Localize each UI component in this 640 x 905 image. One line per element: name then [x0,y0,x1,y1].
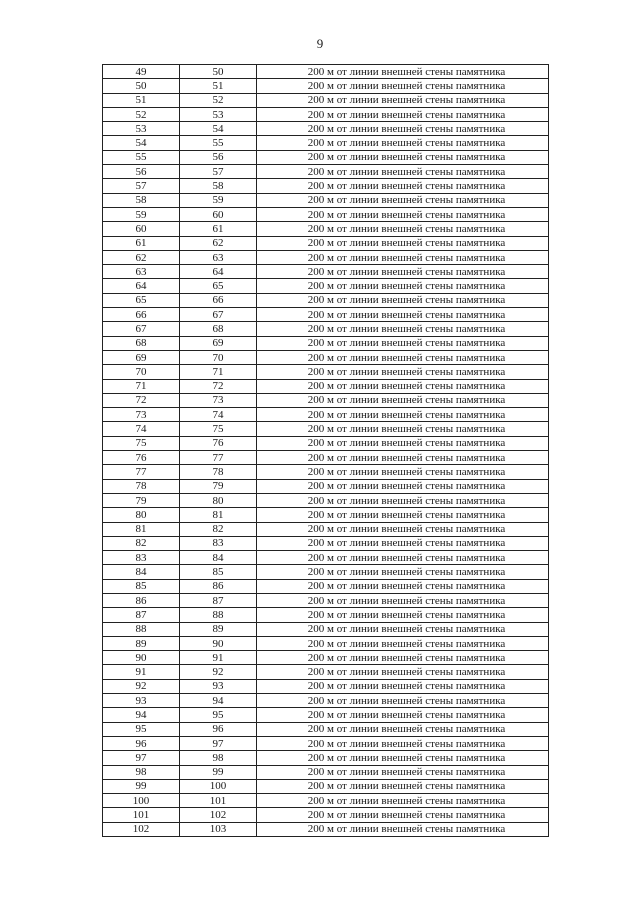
from-point-cell: 99 [103,779,180,793]
description-cell: 200 м от линии внешней стены памятника [257,536,549,550]
from-point-cell: 50 [103,79,180,93]
from-point-cell: 56 [103,165,180,179]
to-point-cell: 60 [180,207,257,221]
to-point-cell: 50 [180,65,257,79]
to-point-cell: 66 [180,293,257,307]
from-point-cell: 55 [103,150,180,164]
description-cell: 200 м от линии внешней стены памятника [257,236,549,250]
description-cell: 200 м от линии внешней стены памятника [257,107,549,121]
from-point-cell: 80 [103,508,180,522]
table-row [103,250,549,264]
table-row [103,193,549,207]
table-row [103,379,549,393]
table-row [103,436,549,450]
to-point-cell: 94 [180,694,257,708]
table-row [103,479,549,493]
to-point-cell: 68 [180,322,257,336]
description-cell: 200 м от линии внешней стены памятника [257,408,549,422]
from-point-cell: 78 [103,479,180,493]
to-point-cell: 63 [180,250,257,264]
from-point-cell: 82 [103,536,180,550]
to-point-cell: 79 [180,479,257,493]
table-row [103,293,549,307]
description-cell: 200 м от линии внешней стены памятника [257,322,549,336]
to-point-cell: 70 [180,350,257,364]
to-point-cell: 73 [180,393,257,407]
table-row [103,508,549,522]
to-point-cell: 86 [180,579,257,593]
table-row [103,765,549,779]
table-row [103,694,549,708]
from-point-cell: 86 [103,593,180,607]
from-point-cell: 100 [103,794,180,808]
from-point-cell: 84 [103,565,180,579]
table-row [103,322,549,336]
description-cell: 200 м от линии внешней стены памятника [257,465,549,479]
table-row [103,593,549,607]
to-point-cell: 99 [180,765,257,779]
from-point-cell: 51 [103,93,180,107]
to-point-cell: 89 [180,622,257,636]
table-row [103,708,549,722]
to-point-cell: 88 [180,608,257,622]
description-cell: 200 м от линии внешней стены памятника [257,122,549,136]
description-cell: 200 м от линии внешней стены памятника [257,165,549,179]
from-point-cell: 101 [103,808,180,822]
table-row [103,751,549,765]
from-point-cell: 87 [103,608,180,622]
from-point-cell: 64 [103,279,180,293]
from-point-cell: 74 [103,422,180,436]
to-point-cell: 91 [180,651,257,665]
description-cell: 200 м от линии внешней стены памятника [257,722,549,736]
table-row [103,665,549,679]
description-cell: 200 м от линии внешней стены памятника [257,179,549,193]
from-point-cell: 60 [103,222,180,236]
from-point-cell: 65 [103,293,180,307]
description-cell: 200 м от линии внешней стены памятника [257,336,549,350]
table-row [103,579,549,593]
to-point-cell: 72 [180,379,257,393]
description-cell: 200 м от линии внешней стены памятника [257,622,549,636]
description-cell: 200 м от линии внешней стены памятника [257,665,549,679]
table-row [103,308,549,322]
to-point-cell: 62 [180,236,257,250]
description-cell: 200 м от линии внешней стены памятника [257,93,549,107]
description-cell: 200 м от линии внешней стены памятника [257,451,549,465]
description-cell: 200 м от линии внешней стены памятника [257,779,549,793]
from-point-cell: 61 [103,236,180,250]
table-row [103,279,549,293]
from-point-cell: 52 [103,107,180,121]
description-cell: 200 м от линии внешней стены памятника [257,822,549,836]
table-row [103,107,549,121]
description-cell: 200 м от линии внешней стены памятника [257,636,549,650]
to-point-cell: 67 [180,308,257,322]
description-cell: 200 м от линии внешней стены памятника [257,293,549,307]
to-point-cell: 82 [180,522,257,536]
description-cell: 200 м от линии внешней стены памятника [257,794,549,808]
from-point-cell: 49 [103,65,180,79]
from-point-cell: 53 [103,122,180,136]
table-row [103,636,549,650]
table-row [103,393,549,407]
description-cell: 200 м от линии внешней стены памятника [257,365,549,379]
description-cell: 200 м от линии внешней стены памятника [257,222,549,236]
description-cell: 200 м от линии внешней стены памятника [257,265,549,279]
to-point-cell: 84 [180,551,257,565]
to-point-cell: 65 [180,279,257,293]
to-point-cell: 93 [180,679,257,693]
from-point-cell: 54 [103,136,180,150]
to-point-cell: 97 [180,736,257,750]
to-point-cell: 61 [180,222,257,236]
from-point-cell: 93 [103,694,180,708]
description-cell: 200 м от линии внешней стены памятника [257,522,549,536]
table-row [103,608,549,622]
description-cell: 200 м от линии внешней стены памятника [257,579,549,593]
boundary-points-table [102,64,549,837]
table-row [103,365,549,379]
table-row [103,350,549,364]
to-point-cell: 90 [180,636,257,650]
from-point-cell: 77 [103,465,180,479]
from-point-cell: 83 [103,551,180,565]
from-point-cell: 70 [103,365,180,379]
table-row [103,265,549,279]
from-point-cell: 92 [103,679,180,693]
table-row [103,679,549,693]
to-point-cell: 74 [180,408,257,422]
from-point-cell: 95 [103,722,180,736]
description-cell: 200 м от линии внешней стены памятника [257,436,549,450]
description-cell: 200 м от линии внешней стены памятника [257,508,549,522]
table-row [103,465,549,479]
to-point-cell: 92 [180,665,257,679]
description-cell: 200 м от линии внешней стены памятника [257,651,549,665]
to-point-cell: 100 [180,779,257,793]
table-row [103,551,549,565]
from-point-cell: 94 [103,708,180,722]
description-cell: 200 м от линии внешней стены памятника [257,565,549,579]
description-cell: 200 м от линии внешней стены памятника [257,308,549,322]
table-row [103,722,549,736]
to-point-cell: 87 [180,593,257,607]
description-cell: 200 м от линии внешней стены памятника [257,422,549,436]
from-point-cell: 96 [103,736,180,750]
description-cell: 200 м от линии внешней стены памятника [257,207,549,221]
from-point-cell: 88 [103,622,180,636]
table-row [103,536,549,550]
table-row [103,651,549,665]
to-point-cell: 53 [180,107,257,121]
to-point-cell: 85 [180,565,257,579]
description-cell: 200 м от линии внешней стены памятника [257,751,549,765]
to-point-cell: 78 [180,465,257,479]
table-row [103,422,549,436]
from-point-cell: 73 [103,408,180,422]
from-point-cell: 89 [103,636,180,650]
to-point-cell: 98 [180,751,257,765]
table-row [103,222,549,236]
to-point-cell: 54 [180,122,257,136]
to-point-cell: 55 [180,136,257,150]
description-cell: 200 м от линии внешней стены памятника [257,136,549,150]
description-cell: 200 м от линии внешней стены памятника [257,250,549,264]
to-point-cell: 75 [180,422,257,436]
table-row [103,408,549,422]
table-row [103,79,549,93]
description-cell: 200 м от линии внешней стены памятника [257,493,549,507]
to-point-cell: 80 [180,493,257,507]
table-row [103,236,549,250]
from-point-cell: 62 [103,250,180,264]
from-point-cell: 58 [103,193,180,207]
table-row [103,779,549,793]
from-point-cell: 71 [103,379,180,393]
table-row [103,122,549,136]
table-row [103,794,549,808]
description-cell: 200 м от линии внешней стены памятника [257,379,549,393]
from-point-cell: 79 [103,493,180,507]
description-cell: 200 м от линии внешней стены памятника [257,193,549,207]
page-number: 9 [316,36,324,51]
description-cell: 200 м от линии внешней стены памятника [257,765,549,779]
to-point-cell: 64 [180,265,257,279]
table-row [103,822,549,836]
description-cell: 200 м от линии внешней стены памятника [257,551,549,565]
from-point-cell: 67 [103,322,180,336]
to-point-cell: 69 [180,336,257,350]
from-point-cell: 91 [103,665,180,679]
from-point-cell: 85 [103,579,180,593]
description-cell: 200 м от линии внешней стены памятника [257,393,549,407]
to-point-cell: 58 [180,179,257,193]
from-point-cell: 59 [103,207,180,221]
to-point-cell: 51 [180,79,257,93]
from-point-cell: 66 [103,308,180,322]
to-point-cell: 59 [180,193,257,207]
from-point-cell: 69 [103,350,180,364]
description-cell: 200 м от линии внешней стены памятника [257,79,549,93]
to-point-cell: 57 [180,165,257,179]
description-cell: 200 м от линии внешней стены памятника [257,65,549,79]
from-point-cell: 76 [103,451,180,465]
to-point-cell: 76 [180,436,257,450]
table-row [103,136,549,150]
table-row [103,179,549,193]
to-point-cell: 77 [180,451,257,465]
from-point-cell: 72 [103,393,180,407]
description-cell: 200 м от линии внешней стены памятника [257,608,549,622]
from-point-cell: 75 [103,436,180,450]
to-point-cell: 56 [180,150,257,164]
description-cell: 200 м от линии внешней стены памятника [257,279,549,293]
to-point-cell: 101 [180,794,257,808]
table-row [103,808,549,822]
table-row [103,522,549,536]
description-cell: 200 м от линии внешней стены памятника [257,479,549,493]
description-cell: 200 м от линии внешней стены памятника [257,593,549,607]
table-row [103,207,549,221]
from-point-cell: 68 [103,336,180,350]
from-point-cell: 57 [103,179,180,193]
table-row [103,150,549,164]
table-row [103,65,549,79]
to-point-cell: 95 [180,708,257,722]
table-row [103,165,549,179]
table-row [103,736,549,750]
description-cell: 200 м от линии внешней стены памятника [257,150,549,164]
to-point-cell: 102 [180,808,257,822]
from-point-cell: 102 [103,822,180,836]
from-point-cell: 81 [103,522,180,536]
to-point-cell: 96 [180,722,257,736]
table-row [103,622,549,636]
table-row [103,93,549,107]
description-cell: 200 м от линии внешней стены памятника [257,679,549,693]
from-point-cell: 98 [103,765,180,779]
to-point-cell: 103 [180,822,257,836]
description-cell: 200 м от линии внешней стены памятника [257,694,549,708]
to-point-cell: 71 [180,365,257,379]
table-row [103,493,549,507]
description-cell: 200 м от линии внешней стены памятника [257,736,549,750]
description-cell: 200 м от линии внешней стены памятника [257,708,549,722]
to-point-cell: 81 [180,508,257,522]
to-point-cell: 83 [180,536,257,550]
from-point-cell: 63 [103,265,180,279]
table-row [103,336,549,350]
from-point-cell: 90 [103,651,180,665]
to-point-cell: 52 [180,93,257,107]
table-row [103,565,549,579]
description-cell: 200 м от линии внешней стены памятника [257,808,549,822]
table-row [103,451,549,465]
description-cell: 200 м от линии внешней стены памятника [257,350,549,364]
from-point-cell: 97 [103,751,180,765]
boundary-points-table-container [102,64,549,837]
table-body [103,65,549,837]
